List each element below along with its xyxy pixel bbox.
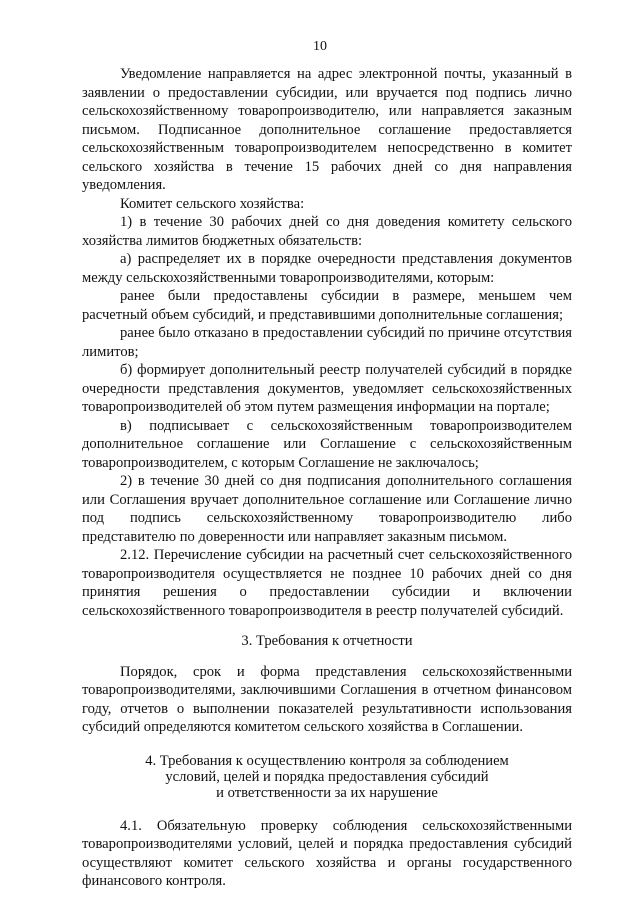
section-3-heading: 3. Требования к отчетности bbox=[241, 633, 413, 649]
paragraph-item-v: в) подписывает с сельскохозяйственным товаропроизводителем дополнительное соглашение или Соглашение с сельскохозяйственным товаропроизводителем, с которым Соглашение не заключалось; bbox=[82, 417, 572, 471]
paragraph-item-b: б) формирует дополнительный реестр получателей субсидий в порядке очередности представления документов, уведомляет сельскохозяйственных товаропроизводителей об этом путем размещения информации на портале; bbox=[82, 362, 572, 415]
paragraph-item-2: 2) в течение 30 дней со дня подписания дополнительного соглашения или Соглашения вручает дополнительное соглашение или Соглашение лично под подпись сельскохозяйственному товаропроизводителю либо представителю по доверенности или направляет заказным письмом. bbox=[82, 473, 572, 545]
paragraph-previously-granted: ранее были предоставлены субсидии в размере, меньшем чем расчетный объем субсидий, и представившими дополнительные соглашения; bbox=[82, 288, 572, 323]
section-4-paragraph: 4.1. Обязательную проверку соблюдения сельскохозяйственными товаропроизводителями условий, целей и порядка предоставления субсидий осуществляют комитет сельского хозяйства и органы государственного финансового контроля. bbox=[82, 817, 572, 889]
section-4-heading-line: и ответственности за их нарушение bbox=[216, 784, 438, 801]
document-body bbox=[82, 65, 572, 891]
paragraph-item-1: 1) в течение 30 рабочих дней со дня доведения комитету сельского хозяйства лимитов бюджетных обязательств: bbox=[82, 214, 572, 249]
section-3-paragraph: Порядок, срок и форма представления сельскохозяйственными товаропроизводителями, заключившими Соглашения в отчетном финансовом году, отчетов о выполнении показателей результативности использования субсидий определяются комитетом сельского хозяйства в Соглашении. bbox=[82, 663, 572, 735]
section-4-heading-line: 4. Требования к осуществлению контроля за соблюдением bbox=[145, 752, 509, 769]
paragraph-notification: Уведомление направляется на адрес электронной почты, указанный в заявлении о предоставлении субсидии, или вручается под подпись лично сельскохозяйственному товаропроизводителю, или направляется заказным письмом. Подписанное дополнительное соглашение предоставляется сельскохозяйственным товаропроизводителем непосредственно в комитет сельского хозяйства в течение 15 рабочих дней со дня направления уведомления. bbox=[82, 66, 572, 193]
paragraph-committee: Комитет сельского хозяйства: bbox=[120, 195, 305, 212]
section-4-heading bbox=[82, 753, 572, 801]
paragraph-2-12: 2.12. Перечисление субсидии на расчетный счет сельскохозяйственного товаропроизводителя осуществляется не позднее 10 рабочих дней со дня принятия решения о предоставлении субсидии и включении сельскохозяйственного товаропроизводителя в реестр получателей субсидий. bbox=[82, 547, 572, 619]
paragraph-item-a: а) распределяет их в порядке очередности представления документов между сельскохозяйственными товаропроизводителями, которым: bbox=[82, 251, 572, 286]
paragraph-previously-refused: ранее было отказано в предоставлении субсидий по причине отсутствия лимитов; bbox=[82, 325, 572, 360]
section-4-heading-line: условий, целей и порядка предоставления субсидий bbox=[165, 768, 489, 785]
page-number: 10 bbox=[313, 39, 327, 54]
